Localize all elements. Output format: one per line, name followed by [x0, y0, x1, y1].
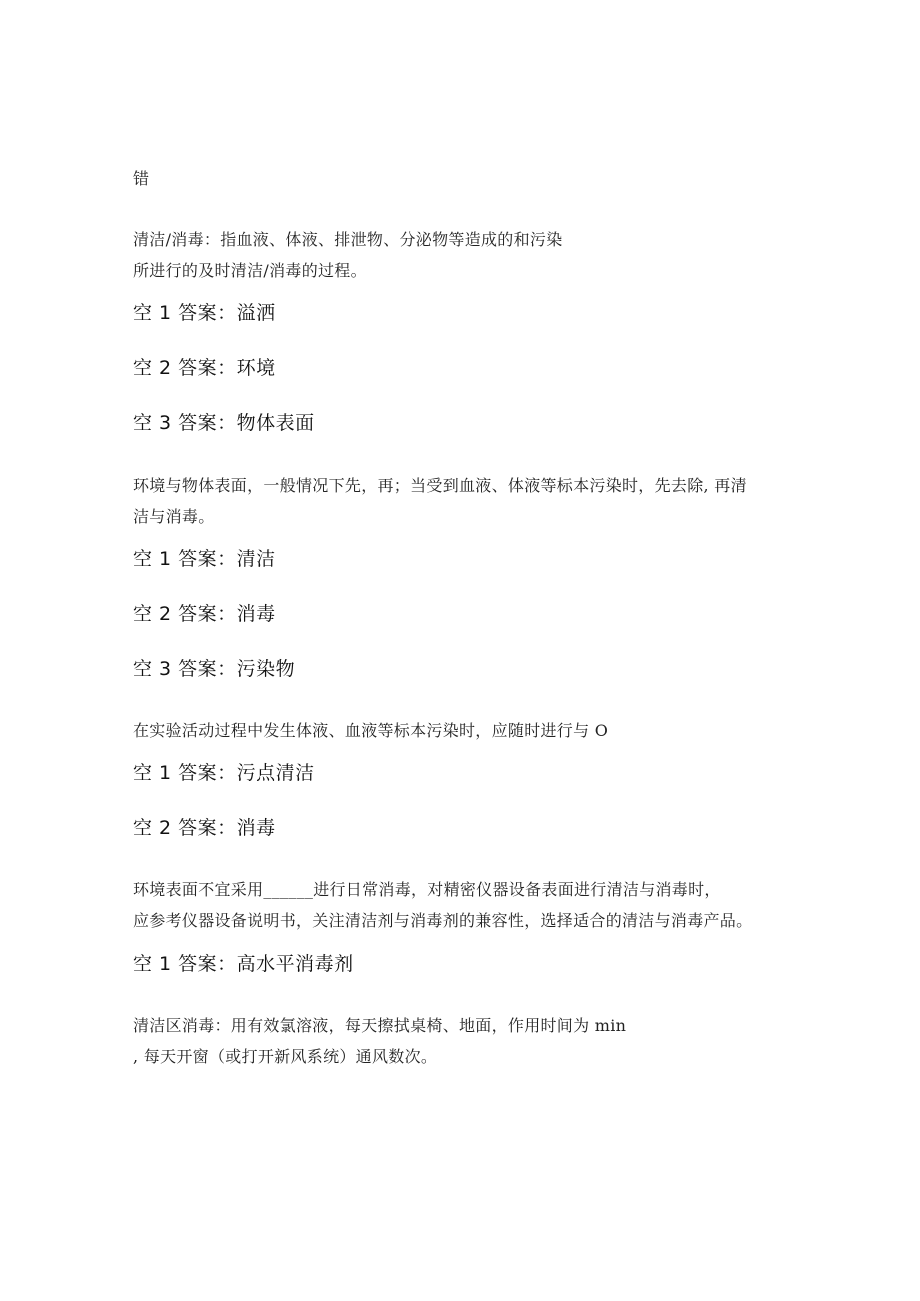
answer-line: 空 2 答案：环境 — [133, 357, 276, 379]
question-text: 所进行的及时清洁/消毒的过程。 — [133, 261, 367, 280]
question-text: 错 — [133, 169, 150, 188]
question-text: 在实验活动过程中发生体液、血液等标本污染时，应随时进行与 O — [133, 721, 609, 740]
question-text: 环境表面不宜采用______进行日常消毒，对精密仪器设备表面进行清洁与消毒时， — [133, 880, 721, 899]
answer-line: 空 3 答案：物体表面 — [133, 412, 315, 434]
answer-line: 空 1 答案：清洁 — [133, 548, 276, 570]
question-text: 洁与消毒。 — [133, 507, 215, 526]
answer-line: 空 2 答案：消毒 — [133, 817, 276, 839]
answer-line: 空 3 答案：污染物 — [133, 658, 296, 680]
answer-line: 空 2 答案：消毒 — [133, 603, 276, 625]
question-text: 清洁区消毒：用有效氯溶液，每天擦拭桌椅、地面，作用时间为 min — [133, 1016, 627, 1035]
question-text: 环境与物体表面，一般情况下先，再；当受到血液、体液等标本污染时，先去除, 再清 — [133, 476, 747, 495]
question-text: 应参考仪器设备说明书，关注清洁剂与消毒剂的兼容性，选择适合的清洁与消毒产品。 — [133, 911, 753, 930]
question-text: , 每天开窗（或打开新风系统）通风数次。 — [133, 1047, 438, 1066]
question-text: 清洁/消毒：指血液、体液、排泄物、分泌物等造成的和污染 — [133, 230, 563, 249]
answer-line: 空 1 答案：高水平消毒剂 — [133, 953, 354, 975]
answer-line: 空 1 答案：污点清洁 — [133, 762, 315, 784]
answer-line: 空 1 答案：溢洒 — [133, 302, 276, 324]
